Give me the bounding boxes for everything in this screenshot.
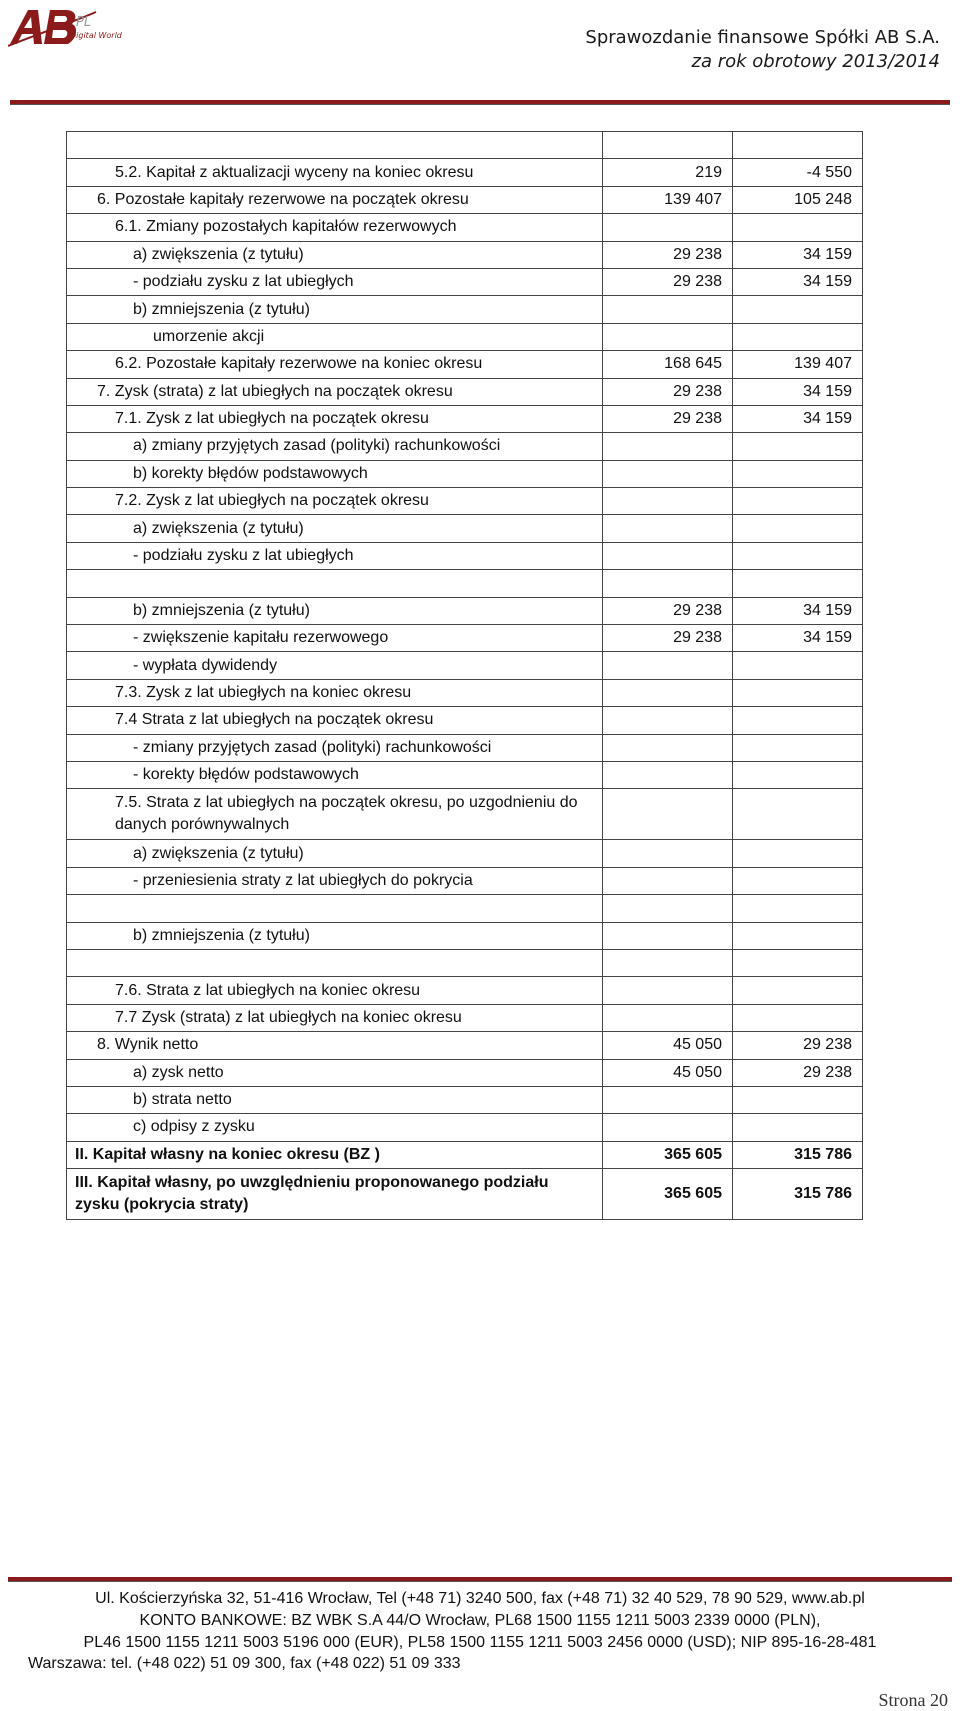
table-row	[67, 840, 863, 867]
value-previous-year	[733, 840, 863, 867]
row-label: b) korekty błędów podstawowych	[67, 460, 603, 487]
value-previous-year	[733, 922, 863, 949]
row-label: 7. Zysk (strata) z lat ubiegłych na początek okresu	[67, 378, 603, 405]
value-previous-year	[733, 1114, 863, 1141]
value-previous-year: 34 159	[733, 625, 863, 652]
table-row	[67, 734, 863, 761]
value-previous-year: -4 550	[733, 159, 863, 186]
table-row	[67, 159, 863, 186]
table-row	[67, 488, 863, 515]
value-previous-year	[733, 132, 863, 159]
row-label: 7.7 Zysk (strata) z lat ubiegłych na koniec okresu	[67, 1004, 603, 1031]
table-row	[67, 652, 863, 679]
row-label: b) zmniejszenia (z tytułu)	[67, 922, 603, 949]
footer-line-accounts: PL46 1500 1155 1211 5003 5196 000 (EUR), PL58 1500 1155 1211 5003 2456 0000 (USD); NIP 895-16-28-481	[83, 1634, 877, 1651]
value-current-year	[603, 734, 733, 761]
value-previous-year	[733, 789, 863, 840]
table-row	[67, 405, 863, 432]
value-previous-year	[733, 323, 863, 350]
table-row	[67, 679, 863, 706]
value-current-year	[603, 761, 733, 788]
report-title-line2: za rok obrotowy 2013/2014	[691, 51, 940, 72]
row-label: c) odpisy z zysku	[67, 1114, 603, 1141]
row-label: b) zmniejszenia (z tytułu)	[67, 296, 603, 323]
row-label	[67, 895, 603, 922]
value-previous-year	[733, 296, 863, 323]
value-previous-year	[733, 652, 863, 679]
value-previous-year: 29 238	[733, 1059, 863, 1086]
logo-superscript: PL	[76, 15, 92, 30]
row-label	[67, 570, 603, 597]
table-row	[67, 1169, 863, 1220]
table-row	[67, 1141, 863, 1168]
row-label: b) strata netto	[67, 1086, 603, 1113]
value-previous-year: 105 248	[733, 186, 863, 213]
table-row	[67, 597, 863, 624]
row-label: a) zysk netto	[67, 1059, 603, 1086]
value-previous-year	[733, 949, 863, 976]
table-row	[67, 241, 863, 268]
value-current-year: 29 238	[603, 625, 733, 652]
row-label: a) zwiększenia (z tytułu)	[67, 515, 603, 542]
row-label: 6.1. Zmiany pozostałych kapitałów rezerwowych	[67, 214, 603, 241]
value-previous-year	[733, 1086, 863, 1113]
value-current-year	[603, 922, 733, 949]
row-label: 6. Pozostałe kapitały rezerwowe na początek okresu	[67, 186, 603, 213]
logo-subtext: Digital World	[70, 31, 122, 40]
row-label: 7.2. Zysk z lat ubiegłych na początek okresu	[67, 488, 603, 515]
table-row	[67, 789, 863, 840]
table-row	[67, 977, 863, 1004]
value-previous-year: 315 786	[733, 1141, 863, 1168]
table-body	[67, 132, 863, 1220]
value-current-year	[603, 433, 733, 460]
table-row	[67, 186, 863, 213]
row-label: 7.1. Zysk z lat ubiegłych na początek okresu	[67, 405, 603, 432]
value-current-year	[603, 515, 733, 542]
value-previous-year	[733, 1004, 863, 1031]
footer-warsaw: Warszawa: tel. (+48 022) 51 09 300, fax (+48 022) 51 09 333	[28, 1655, 461, 1672]
value-current-year	[603, 652, 733, 679]
row-label: 7.4 Strata z lat ubiegłych na początek okresu	[67, 707, 603, 734]
row-label: b) zmniejszenia (z tytułu)	[67, 597, 603, 624]
row-label: 7.3. Zysk z lat ubiegłych na koniec okresu	[67, 679, 603, 706]
value-previous-year	[733, 679, 863, 706]
value-previous-year	[733, 515, 863, 542]
table-row	[67, 515, 863, 542]
value-previous-year: 139 407	[733, 351, 863, 378]
table-row	[67, 433, 863, 460]
footer-address	[0, 1588, 960, 1654]
value-current-year	[603, 460, 733, 487]
value-previous-year	[733, 460, 863, 487]
row-label: a) zwiększenia (z tytułu)	[67, 840, 603, 867]
row-label: - zmiany przyjętych zasad (polityki) rachunkowości	[67, 734, 603, 761]
table-row	[67, 1086, 863, 1113]
table-row	[67, 625, 863, 652]
table-row	[67, 214, 863, 241]
footer-divider	[8, 1577, 952, 1582]
table-row	[67, 1114, 863, 1141]
value-previous-year	[733, 488, 863, 515]
value-previous-year: 34 159	[733, 268, 863, 295]
table-row	[67, 1004, 863, 1031]
row-label: 6.2. Pozostałe kapitały rezerwowe na koniec okresu	[67, 351, 603, 378]
value-previous-year	[733, 433, 863, 460]
value-current-year: 45 050	[603, 1059, 733, 1086]
row-label: 7.5. Strata z lat ubiegłych na początek okresu, po uzgodnieniu do danych porównywalnych	[67, 789, 603, 840]
row-label: - podziału zysku z lat ubiegłych	[67, 268, 603, 295]
row-label: 5.2. Kapitał z aktualizacji wyceny na koniec okresu	[67, 159, 603, 186]
report-title	[585, 26, 940, 74]
value-previous-year	[733, 707, 863, 734]
value-previous-year	[733, 542, 863, 569]
value-previous-year: 29 238	[733, 1032, 863, 1059]
page-number: Strona 20	[878, 1690, 948, 1710]
equity-changes-table	[66, 131, 863, 1220]
value-current-year	[603, 895, 733, 922]
row-label: - podziału zysku z lat ubiegłych	[67, 542, 603, 569]
value-current-year	[603, 977, 733, 1004]
ab-logo	[8, 4, 128, 48]
value-previous-year	[733, 734, 863, 761]
header-divider	[10, 100, 950, 105]
value-previous-year: 34 159	[733, 405, 863, 432]
value-current-year: 29 238	[603, 268, 733, 295]
value-current-year	[603, 1004, 733, 1031]
value-previous-year	[733, 761, 863, 788]
table-row	[67, 867, 863, 894]
value-current-year	[603, 488, 733, 515]
footer-line-bank: KONTO BANKOWE: BZ WBK S.A 44/O Wrocław, PL68 1500 1155 1211 5003 2339 0000 (PLN),	[139, 1612, 821, 1629]
value-current-year	[603, 542, 733, 569]
value-current-year	[603, 1114, 733, 1141]
table-row	[67, 542, 863, 569]
value-previous-year	[733, 214, 863, 241]
table-row	[67, 378, 863, 405]
row-label: III. Kapitał własny, po uwzględnieniu proponowanego podziału zysku (pokrycia straty)	[67, 1169, 603, 1220]
table-row	[67, 460, 863, 487]
value-current-year: 29 238	[603, 597, 733, 624]
value-current-year: 365 605	[603, 1169, 733, 1220]
row-label: 7.6. Strata z lat ubiegłych na koniec okresu	[67, 977, 603, 1004]
table-row	[67, 132, 863, 159]
table-row	[67, 1032, 863, 1059]
row-label	[67, 132, 603, 159]
value-current-year: 45 050	[603, 1032, 733, 1059]
value-current-year	[603, 867, 733, 894]
row-label: a) zwiększenia (z tytułu)	[67, 241, 603, 268]
value-current-year	[603, 949, 733, 976]
value-current-year: 168 645	[603, 351, 733, 378]
value-previous-year	[733, 895, 863, 922]
table-row	[67, 570, 863, 597]
table-row	[67, 323, 863, 350]
table-row	[67, 761, 863, 788]
table-row	[67, 949, 863, 976]
row-label: umorzenie akcji	[67, 323, 603, 350]
value-current-year	[603, 840, 733, 867]
row-label: II. Kapitał własny na koniec okresu (BZ )	[67, 1141, 603, 1168]
table-row	[67, 707, 863, 734]
value-current-year	[603, 296, 733, 323]
table-row	[67, 895, 863, 922]
value-previous-year: 315 786	[733, 1169, 863, 1220]
value-current-year	[603, 570, 733, 597]
value-current-year	[603, 707, 733, 734]
table-row	[67, 922, 863, 949]
value-current-year: 29 238	[603, 241, 733, 268]
value-previous-year: 34 159	[733, 378, 863, 405]
row-label	[67, 949, 603, 976]
value-current-year	[603, 132, 733, 159]
value-current-year	[603, 1086, 733, 1113]
value-current-year	[603, 679, 733, 706]
row-label: - zwiększenie kapitału rezerwowego	[67, 625, 603, 652]
table-row	[67, 1059, 863, 1086]
value-current-year: 139 407	[603, 186, 733, 213]
value-current-year	[603, 323, 733, 350]
row-label: a) zmiany przyjętych zasad (polityki) rachunkowości	[67, 433, 603, 460]
value-previous-year: 34 159	[733, 597, 863, 624]
page-header	[0, 0, 960, 110]
table-row	[67, 268, 863, 295]
row-label: - przeniesienia straty z lat ubiegłych do pokrycia	[67, 867, 603, 894]
row-label: 8. Wynik netto	[67, 1032, 603, 1059]
table-row	[67, 296, 863, 323]
row-label: - korekty błędów podstawowych	[67, 761, 603, 788]
footer-line-address: Ul. Kościerzyńska 32, 51-416 Wrocław, Tel (+48 71) 3240 500, fax (+48 71) 32 40 529, 78 90 529, www.ab.pl	[95, 1590, 865, 1607]
value-current-year: 29 238	[603, 378, 733, 405]
report-title-line1: Sprawozdanie finansowe Spółki AB S.A.	[585, 27, 940, 48]
row-label: - wypłata dywidendy	[67, 652, 603, 679]
value-current-year: 365 605	[603, 1141, 733, 1168]
value-previous-year	[733, 867, 863, 894]
value-current-year	[603, 789, 733, 840]
value-previous-year: 34 159	[733, 241, 863, 268]
value-previous-year	[733, 570, 863, 597]
table-row	[67, 351, 863, 378]
value-current-year: 219	[603, 159, 733, 186]
value-current-year: 29 238	[603, 405, 733, 432]
value-previous-year	[733, 977, 863, 1004]
value-current-year	[603, 214, 733, 241]
